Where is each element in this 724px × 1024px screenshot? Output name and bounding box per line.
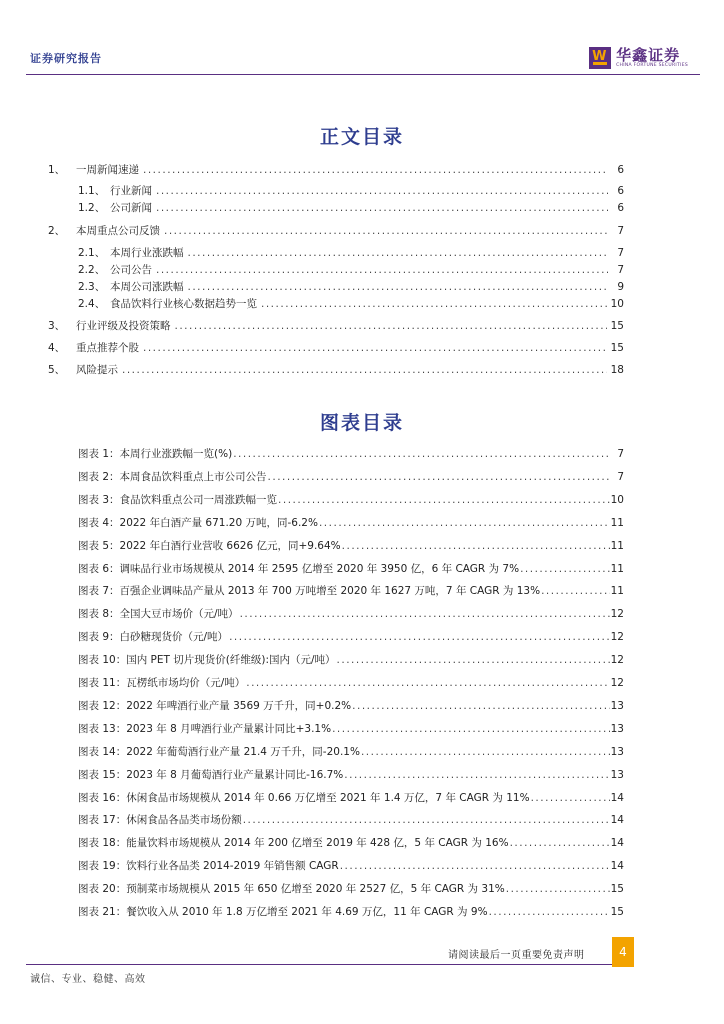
footer-disclaimer: 请阅读最后一页重要免责声明 [448,950,585,961]
figure-leader-dots [352,700,609,712]
figure-entry-label: 图表 15：2023 年 8 月葡萄酒行业产量累计同比-16.7% [78,769,344,781]
figure-entry[interactable] [78,492,624,508]
toc-leader-dots [143,342,607,354]
figure-leader-dots [344,769,609,781]
figure-leader-dots [531,792,610,804]
figure-entry-page: 14 [610,792,624,804]
figure-entry-label: 图表 6：调味品行业市场规模从 2014 年 2595 亿增至 2020 年 3950 亿，6 年 CAGR 为 7% [78,563,520,575]
toc-entry-label: 本周行业涨跌幅 [110,247,184,259]
figure-entry-page: 11 [610,540,624,552]
toc-leader-dots [156,202,608,214]
figure-entry-label: 图表 8：全国大豆市场价（元/吨） [78,608,239,620]
figure-entry[interactable] [78,606,624,622]
figure-entry-label: 图表 11：瓦楞纸市场均价（元/吨） [78,677,246,689]
figure-entry-page: 13 [610,700,624,712]
toc-entry-number: 5、 [48,364,66,376]
figure-entry-label: 图表 12：2022 年啤酒行业产量 3569 万千升，同+0.2% [78,700,352,712]
figure-entry-page: 15 [610,883,624,895]
figure-entry-page: 12 [610,677,624,689]
figure-leader-dots [246,677,609,689]
footer-motto: 诚信、专业、稳健、高效 [30,974,146,985]
logo-chinese-name: 华鑫证券 [616,46,681,64]
figure-entry-label: 图表 4：2022 年白酒产量 671.20 万吨，同-6.2% [78,517,318,529]
figure-leader-dots [229,631,610,643]
figure-entry-label: 图表 7：百强企业调味品产量从 2013 年 700 万吨增至 2020 年 1627 万吨，7 年 CAGR 为 13% [78,585,541,597]
figure-leader-dots [337,654,610,666]
figure-leader-dots [361,746,610,758]
toc-leader-dots [164,225,608,237]
figure-entry-page: 11 [610,563,624,575]
toc-entry-label: 本周公司涨跌幅 [110,281,184,293]
toc-entry-page: 18 [610,364,624,376]
figure-entry-label: 图表 10：国内 PET 切片现货价(纤维级):国内（元/吨） [78,654,336,666]
figure-entry-label: 图表 13：2023 年 8 月啤酒行业产量累计同比+3.1% [78,723,332,735]
toc-entry-page: 6 [617,202,624,214]
figure-leader-dots [520,563,610,575]
toc-entry-number: 2.2、 [78,264,106,276]
toc-entry[interactable] [78,183,624,199]
toc-entry-number: 1.1、 [78,185,106,197]
figure-entry-label: 图表 1：本周行业涨跌幅一览(%) [78,448,233,460]
toc-entry-label: 风险提示 [76,364,118,376]
figure-entry[interactable] [78,744,624,760]
toc-entry-label: 行业新闻 [110,185,152,197]
toc-entry-label: 公司公告 [110,264,152,276]
figure-leader-dots [278,494,610,506]
figure-entry-label: 图表 20：预制菜市场规模从 2015 年 650 亿增至 2020 年 2527 亿，5 年 CAGR 为 31% [78,883,505,895]
toc-entry-label: 一周新闻速递 [76,164,139,176]
toc-entry-page: 7 [617,247,624,259]
figure-leader-dots [506,883,610,895]
toc-entry-label: 行业评级及投资策略 [76,320,171,332]
figure-leader-dots [340,860,610,872]
toc-entry-number: 2.4、 [78,298,106,310]
toc-leader-dots [188,281,609,293]
toc-title: 正文目录 [319,126,404,148]
figure-leader-dots [342,540,610,552]
toc-entry-label: 公司新闻 [110,202,152,214]
figure-entry-page: 7 [617,448,624,460]
figures-title: 图表目录 [319,412,404,434]
toc-entry-label: 本周重点公司反馈 [76,225,160,237]
figure-entry-label: 图表 16：休闲食品市场规模从 2014 年 0.66 万亿增至 2021 年 1.4 万亿，7 年 CAGR 为 11% [78,792,530,804]
figure-entry[interactable] [78,881,624,897]
toc-entry-number: 4、 [48,342,66,354]
toc-entry-number: 2、 [48,225,66,237]
figure-entry-page: 11 [610,585,624,597]
figure-entry-label: 图表 21：餐饮收入从 2010 年 1.8 万亿增至 2021 年 4.69 万亿，11 年 CAGR 为 9% [78,906,488,918]
figure-leader-dots [319,517,610,529]
figure-leader-dots [541,585,610,597]
footer-divider [26,964,612,965]
figure-entry[interactable] [78,538,624,554]
toc-entry[interactable] [78,245,624,261]
toc-entry-number: 1、 [48,164,66,176]
figure-entry-page: 7 [617,471,624,483]
figure-entry[interactable] [78,583,624,599]
toc-entry[interactable] [78,262,624,278]
company-logo [589,44,688,72]
figure-entry-page: 10 [610,494,624,506]
figure-entry-page: 13 [610,723,624,735]
figure-entry-page: 14 [610,814,624,826]
toc-entry-page: 9 [617,281,624,293]
toc-entry-page: 7 [617,264,624,276]
toc-leader-dots [188,247,609,259]
toc-entry[interactable] [48,362,624,378]
figure-entry[interactable] [78,446,624,462]
toc-entry-label: 食品饮料行业核心数据趋势一览 [110,298,257,310]
figure-entry-page: 14 [610,860,624,872]
logo-english-name: CHINA FORTUNE SECURITIES [616,63,688,68]
toc-entry[interactable] [48,223,624,239]
figure-entry[interactable] [78,675,624,691]
figure-entry[interactable] [78,767,624,783]
toc-leader-dots [156,264,608,276]
toc-entry-number: 1.2、 [78,202,106,214]
figure-entry-label: 图表 5：2022 年白酒行业营收 6626 亿元，同+9.64% [78,540,341,552]
figure-entry[interactable] [78,629,624,645]
toc-leader-dots [122,364,607,376]
figure-entry-page: 13 [610,746,624,758]
figure-entry[interactable] [78,904,624,920]
figure-entry-label: 图表 2：本周食品饮料重点上市公司公告 [78,471,267,483]
figure-entry-label: 图表 19：饮料行业各品类 2014-2019 年销售额 CAGR [78,860,339,872]
toc-entry-number: 3、 [48,320,66,332]
report-type-label: 证券研究报告 [30,52,102,65]
toc-entry-number: 2.3、 [78,281,106,293]
figure-entry-page: 12 [610,631,624,643]
figure-entry[interactable] [78,812,624,828]
toc-entry-page: 10 [610,298,624,310]
toc-entry[interactable] [78,200,624,216]
toc-entry[interactable] [48,318,624,334]
figure-entry[interactable] [78,721,624,737]
page-header [28,40,700,74]
toc-entry[interactable] [48,162,624,178]
figure-entry[interactable] [78,652,624,668]
figure-entry-page: 13 [610,769,624,781]
figure-entry-page: 12 [610,654,624,666]
figure-leader-dots [243,814,610,826]
figure-leader-dots [332,723,610,735]
toc-entry-page: 6 [617,185,624,197]
toc-entry-label: 重点推荐个股 [76,342,139,354]
figure-leader-dots [510,837,610,849]
figure-leader-dots [240,608,610,620]
figure-entry[interactable] [78,835,624,851]
figure-entry[interactable] [78,561,624,577]
toc-entry-page: 6 [617,164,624,176]
figure-leader-dots [268,471,611,483]
header-divider [26,74,700,75]
toc-entry[interactable] [48,340,624,356]
figure-entry-page: 14 [610,837,624,849]
figure-entry-label: 图表 18：能量饮料市场规模从 2014 年 200 亿增至 2019 年 428 亿，5 年 CAGR 为 16% [78,837,509,849]
figure-entry-label: 图表 9：白砂糖现货价（元/吨） [78,631,229,643]
toc-leader-dots [261,298,607,310]
figure-entry[interactable] [78,515,624,531]
figure-entry-page: 12 [610,608,624,620]
figure-leader-dots [233,448,611,460]
toc-leader-dots [156,185,608,197]
toc-entry-page: 15 [610,342,624,354]
figure-leader-dots [489,906,610,918]
figure-entry-page: 15 [610,906,624,918]
toc-entry-page: 15 [610,320,624,332]
figure-entry-page: 11 [610,517,624,529]
figure-entry[interactable] [78,698,624,714]
toc-entry-number: 2.1、 [78,247,106,259]
toc-entry[interactable] [78,279,624,295]
toc-entry[interactable] [78,296,624,312]
figure-entry-label: 图表 3：食品饮料重点公司一周涨跌幅一览 [78,494,278,506]
page-number: 4 [612,937,634,967]
toc-entry-page: 7 [617,225,624,237]
figure-entry[interactable] [78,858,624,874]
figure-entry-label: 图表 14：2022 年葡萄酒行业产量 21.4 万千升，同-20.1% [78,746,360,758]
figure-entry-label: 图表 17：休闲食品各品类市场份额 [78,814,242,826]
toc-leader-dots [175,320,607,332]
figure-entry[interactable] [78,469,624,485]
logo-mark-icon [589,47,611,69]
toc-leader-dots [143,164,608,176]
figure-entry[interactable] [78,790,624,806]
